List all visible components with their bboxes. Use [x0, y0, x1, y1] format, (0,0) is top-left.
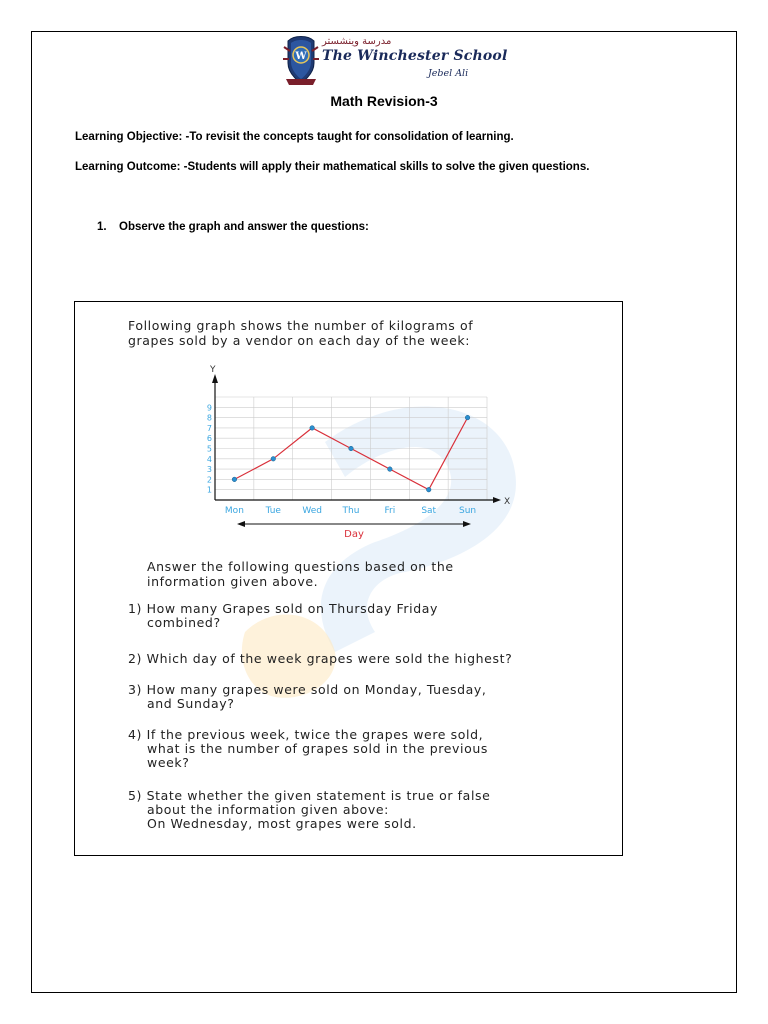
y-tick-label: 5 — [206, 444, 212, 454]
worksheet-intro-line2: grapes sold by a vendor on each day of the week: — [128, 333, 471, 348]
y-tick-label: 8 — [206, 413, 212, 423]
x-tick-label: Sun — [459, 506, 477, 516]
day-arrow-right-head — [463, 521, 471, 527]
worksheet-question-2 — [128, 652, 512, 666]
data-point — [465, 415, 470, 420]
worksheet-question-1-line2: combined? — [147, 615, 221, 630]
school-name: The Winchester School — [322, 48, 508, 64]
y-tick-label: 1 — [206, 485, 212, 495]
x-tick-label: Mon — [224, 506, 244, 516]
worksheet-question-4-line3: week? — [147, 755, 190, 770]
y-tick-label: 3 — [206, 465, 212, 475]
worksheet-question-5 — [128, 789, 490, 831]
x-tick-label: Fri — [384, 506, 396, 516]
worksheet-question-4 — [128, 728, 488, 770]
learning-objective: Learning Objective: -To revisit the concepts taught for consolidation of learning. — [75, 131, 514, 143]
worksheet-question-1-line1: 1) How many Grapes sold on Thursday Friday — [128, 601, 439, 616]
worksheet-question-4-line1: 4) If the previous week, twice the grapes were sold, — [128, 727, 484, 742]
y-tick-label: 4 — [206, 454, 212, 464]
worksheet-question-3-line1: 3) How many grapes were sold on Monday, Tuesday, — [128, 682, 487, 697]
data-point — [271, 457, 276, 462]
x-tick-label: Thu — [342, 506, 360, 516]
worksheet-question-5-line2: about the information given above: — [147, 802, 389, 817]
x-tick-label: Tue — [265, 506, 281, 516]
worksheet-question-5-line1: 5) State whether the given statement is true or false — [128, 788, 491, 803]
x-tick-labels — [225, 506, 476, 516]
question-1-number: 1. — [97, 221, 107, 233]
worksheet-question-2-line1: 2) Which day of the week grapes were sold the highest? — [128, 651, 513, 666]
question-1 — [97, 221, 369, 233]
answer-intro-line1: Answer the following questions based on the — [147, 559, 454, 574]
page-title: Math Revision-3 — [330, 93, 438, 109]
data-point — [310, 426, 315, 431]
data-point — [232, 477, 237, 482]
worksheet-question-4-line2: what is the number of grapes sold in the previous — [147, 741, 488, 756]
question-1-text: Observe the graph and answer the questions: — [119, 221, 369, 233]
y-tick-label: 2 — [206, 475, 212, 485]
y-tick-labels — [207, 403, 212, 494]
y-axis-arrow — [212, 374, 218, 383]
school-arabic-name: مدرسة وينشستر — [322, 36, 392, 47]
x-axis-letter: X — [504, 497, 511, 507]
x-axis-arrow — [493, 497, 501, 503]
line-chart — [75, 302, 623, 552]
school-branch: Jebel Ali — [428, 68, 469, 79]
answer-intro-line2: information given above. — [147, 574, 319, 589]
worksheet-question-5-line3: On Wednesday, most grapes were sold. — [147, 816, 417, 831]
worksheet-question-3 — [128, 683, 486, 711]
data-point — [349, 446, 354, 451]
svg-text:W: W — [295, 51, 307, 62]
series-line-grapes — [234, 418, 467, 490]
worksheet-question-3-line2: and Sunday? — [147, 696, 235, 711]
y-tick-label: 9 — [206, 403, 212, 413]
worksheet-question-1 — [128, 602, 438, 630]
data-point — [388, 467, 393, 472]
y-tick-label: 7 — [206, 423, 212, 433]
learning-outcome: Learning Outcome: -Students will apply their mathematical skills to solve the given questions. — [75, 161, 590, 173]
y-axis-letter: Y — [210, 365, 216, 375]
x-tick-label: Sat — [421, 506, 437, 516]
worksheet-intro-line1: Following graph shows the number of kilograms of — [128, 318, 474, 333]
data-point — [426, 487, 431, 492]
x-axis-label: Day — [344, 529, 364, 540]
worksheet-box — [74, 301, 623, 856]
y-tick-label: 6 — [206, 434, 212, 444]
day-arrow-left-head — [237, 521, 245, 527]
x-tick-label: Wed — [302, 506, 322, 516]
